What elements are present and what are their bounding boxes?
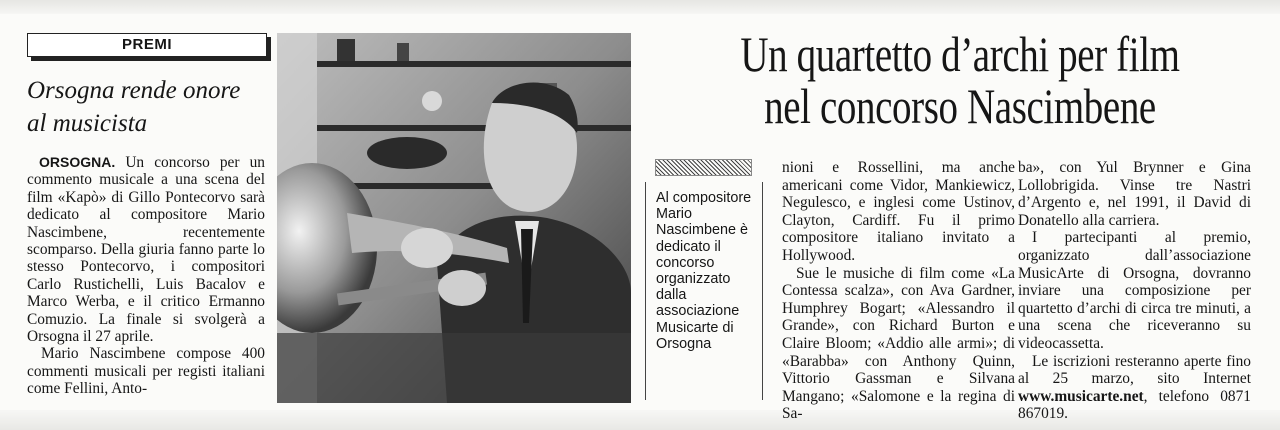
registration-text: Le iscrizioni resteranno aperte fino al 25 marzo, sito Internet bbox=[1018, 352, 1251, 388]
photo-musician-with-trumpet bbox=[277, 33, 631, 403]
photo-illustration bbox=[277, 33, 631, 403]
column-1-paragraph-1: nioni e Rossellini, ma anche americani come Vidor, Mankiewicz, Negulesco, e inglesi come Ustinov, Clayton, Cardiff. Fu il primo compositore italiano invitato a Hollywood. bbox=[782, 159, 1015, 264]
main-headline bbox=[726, 28, 1194, 132]
side-article-paragraph-1 bbox=[27, 154, 265, 345]
phone-text: , telefono 0871 867019. bbox=[1018, 387, 1251, 423]
dateline: ORSOGNA. bbox=[39, 154, 116, 170]
column-1-paragraph-2: Sue le musiche di film come «La Contessa scalza», con Ava Gardner, Humphrey Bogart; «Alessandro il Grande», con Richard Burton e Claire Bloom; «Addio alle armi»; di «Barabba» con Anthony Quinn, Vittorio Gassman e Silvana Mangano; «Salomone e la regina di Sa- bbox=[782, 264, 1015, 423]
side-headline-line-2: al musicista bbox=[27, 110, 148, 137]
website-url: www.musicarte.net bbox=[1018, 387, 1144, 405]
main-headline-line-1: Un quartetto d’archi per film bbox=[740, 26, 1180, 82]
main-headline-line-2: nel concorso Nascimbene bbox=[764, 78, 1156, 134]
section-tag: PREMI bbox=[27, 33, 267, 57]
side-article-body bbox=[27, 154, 265, 398]
sidebar-caption: Al compositore Mario Nascimbene è dedicato il concorso organizzato dalla associazione Musicarte di Orsogna bbox=[645, 182, 763, 400]
column-2-paragraph-2: I partecipanti al premio, organizzato dall’associazione MusicArte di Orsogna, dovranno inviare una composizione per quartetto d’archi di circa tre minuti, a una scena che riceveranno su videocassetta. bbox=[1018, 229, 1251, 352]
side-article-text-1: Un concorso per un commento musicale a una scena del film «Kapò» di Gillo Pontecorvo sarà dedicato al compositore Mario Nascimbene, recentemente scomparso. Della giuria fanno parte lo stesso Pontecorvo, i compositori Carlo Rustichelli, Luis Bacalov e Marco Werba, e il critico Ermanno Comuzio. La finale si svolgerà a Orsogna il 27 aprile. bbox=[27, 154, 265, 346]
main-article-column-2 bbox=[1018, 159, 1251, 423]
decorative-pattern-bar bbox=[655, 159, 752, 176]
column-2-paragraph-3 bbox=[1018, 353, 1251, 423]
side-headline bbox=[27, 74, 272, 140]
side-headline-line-1: Orsogna rende onore bbox=[27, 77, 241, 104]
column-2-paragraph-1: ba», con Yul Brynner e Gina Lollobrigida. Vinse tre Nastri d’Argento e, nel 1991, il David di Donatello alla carriera. bbox=[1018, 159, 1251, 229]
side-article-paragraph-2: Mario Nascimbene compose 400 commenti musicali per registi italiani come Fellini, Anto- bbox=[27, 345, 265, 398]
main-article-column-1 bbox=[782, 159, 1015, 423]
adjacent-article-bleed-top bbox=[0, 0, 1280, 14]
